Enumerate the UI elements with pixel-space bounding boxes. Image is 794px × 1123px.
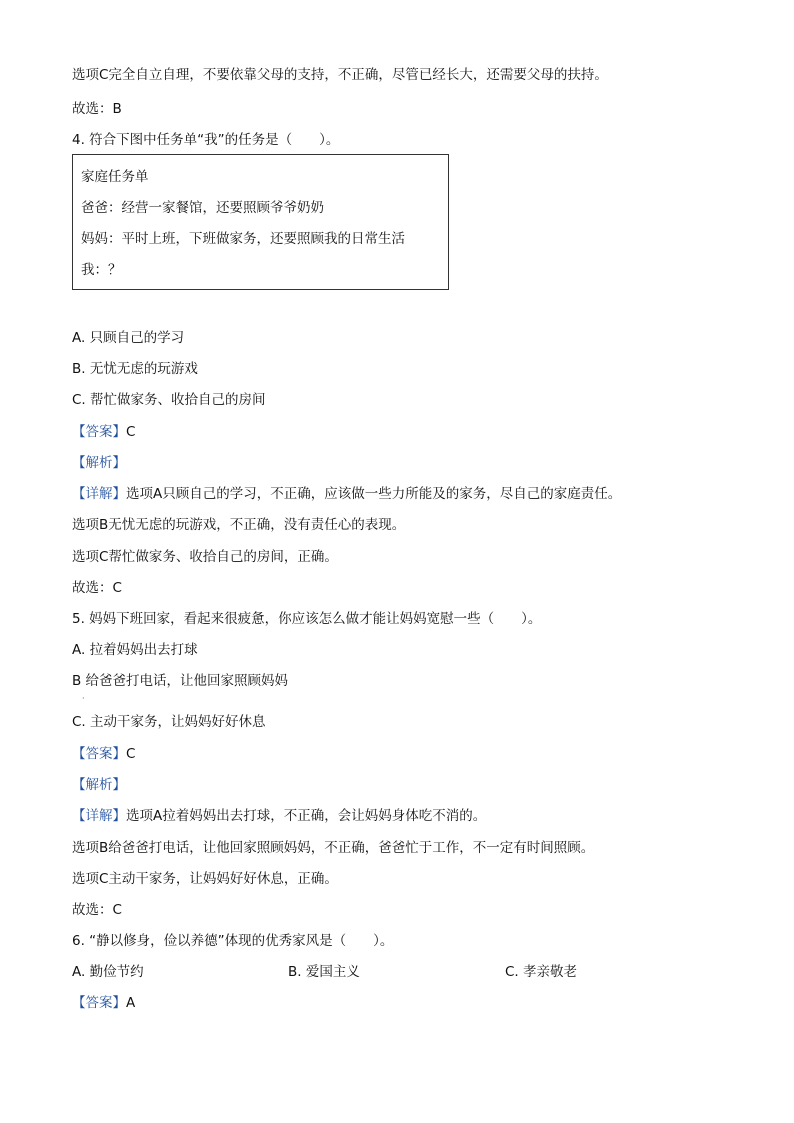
q4-detail [72,484,621,504]
q4-detail-c: 选项C帮忙做家务、收拾自己的房间，正确。 [72,549,338,565]
answer-tag: 【答案】 [72,995,126,1011]
q5-option-a: A. 拉着妈妈出去打球 [72,642,198,658]
q5-option-c: C. 主动干家务，让妈妈好好休息 [72,714,266,730]
q5-option-b: B 给爸爸打电话，让他回家照顾妈妈 [72,673,289,689]
task-list-title: 家庭任务单 [81,169,149,185]
q5-detail-b: 选项B给爸爸打电话，让他回家照顾妈妈，不正确，爸爸忙于工作，不一定有时间照顾。 [72,840,595,856]
question-6: 6. “静以修身，俭以养德”体现的优秀家风是（ ）。 [72,933,394,949]
q4-answer [72,422,135,442]
detail-text: 选项A拉着妈妈出去打球，不正确，会让妈妈身体吃不消的。 [126,808,487,824]
answer-tag: 【答案】 [72,746,126,762]
detail-tag: 【详解】 [72,486,126,502]
q4-option-c: C. 帮忙做家务、收拾自己的房间 [72,392,266,408]
detail-text: 选项A只顾自己的学习，不正确，应该做一些力所能及的家务，尽自己的家庭责任。 [126,486,622,502]
answer-value: A [126,995,136,1011]
q5-answer [72,744,135,764]
question-5: 5. 妈妈下班回家，看起来很疲惫，你应该怎么做才能让妈妈宽慰一些（ ）。 [72,611,542,627]
q6-option-b: B. 爱国主义 [288,964,360,980]
question-4: 4. 符合下图中任务单“我”的任务是（ ）。 [72,132,340,148]
task-me: 我：？ [81,262,122,278]
explanation-line: 选项C完全自立自理，不要依靠父母的支持，不正确，尽管已经长大，还需要父母的扶持。 [72,67,608,83]
q5-detail [72,806,486,826]
q4-option-b: B. 无忧无虑的玩游戏 [72,361,198,377]
q4-detail-b: 选项B无忧无虑的玩游戏，不正确，没有责任心的表现。 [72,517,406,533]
answer-value: C [126,746,136,762]
q6-option-a: A. 勤俭节约 [72,964,144,980]
task-dad: 爸爸：经营一家餐馆，还要照顾爷爷奶奶 [81,200,324,216]
q6-answer [72,993,135,1013]
q4-option-a: A. 只顾自己的学习 [72,330,185,346]
q5-choice: 故选：C [72,902,122,918]
q4-choice: 故选：C [72,580,122,596]
answer-tag: 【答案】 [72,424,126,440]
detail-tag: 【详解】 [72,808,126,824]
task-mom: 妈妈：平时上班，下班做家务，还要照顾我的日常生活 [81,231,405,247]
q6-option-c: C. 孝亲敬老 [505,964,578,980]
q5-analysis-tag: 【解析】 [72,777,126,793]
q5-detail-c: 选项C主动干家务，让妈妈好好休息，正确。 [72,871,338,887]
family-task-list-box [72,154,449,290]
stray-dot: · [82,694,85,703]
answer-value: C [126,424,136,440]
q4-analysis-tag: 【解析】 [72,455,126,471]
answer-choice-line: 故选：B [72,101,122,117]
